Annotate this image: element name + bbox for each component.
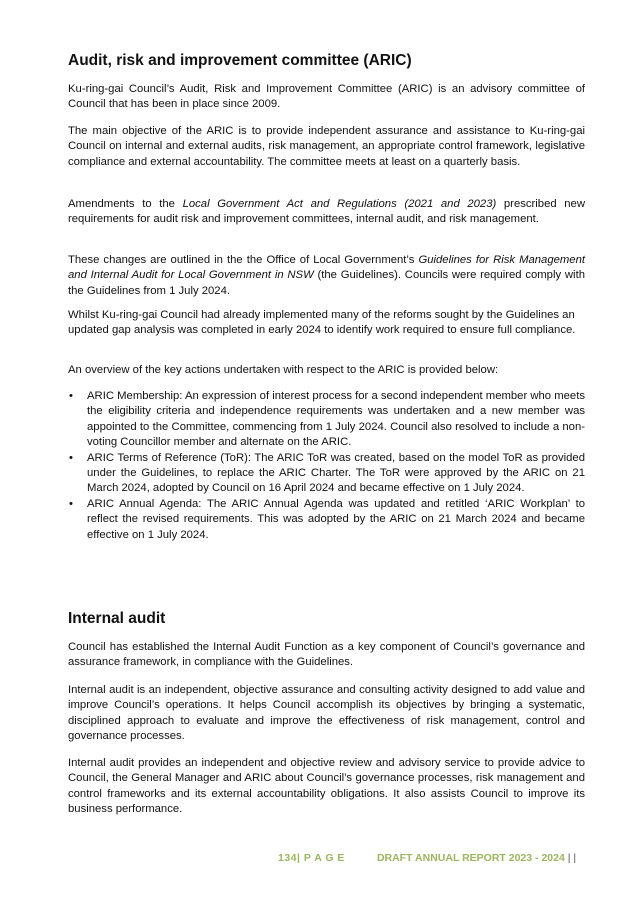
aric-intro-paragraph: Ku-ring-gai Council’s Audit, Risk and Improvement Committee (ARIC) is an advisory committee of Council that has been in place since 2009. bbox=[68, 83, 585, 111]
amendments-text-a: Amendments to the bbox=[68, 198, 183, 210]
aric-gap-analysis-paragraph: Whilst Ku-ring-gai Council had already implemented many of the reforms sought by the Guidelines an updated gap analysis was completed in early 2024 to identify work required to ensure full compliance. bbox=[68, 309, 576, 337]
bullet-icon: • bbox=[69, 451, 73, 464]
list-item-text: ARIC Annual Agenda: The ARIC Annual Agenda was updated and retitled ‘ARIC Workplan’ to reflect the revised requirements. This was adopted by the ARIC on 21 March 2024 and became effective on 1 July 2024. bbox=[87, 497, 585, 541]
internal-audit-service-paragraph: Internal audit provides an independent and objective review and advisory service to provide advice to Council, the General Manager and ARIC about Council’s governance processes, risk management and control frameworks and its external accountability obligations. It also assists Council to improve its business performance. bbox=[68, 757, 585, 816]
bullet-icon: • bbox=[69, 497, 73, 510]
internal-audit-intro-paragraph: Council has established the Internal Audit Function as a key component of Council’s governance and assurance framework, in compliance with the Guidelines. bbox=[68, 641, 585, 669]
bullet-icon: • bbox=[69, 390, 73, 402]
guidelines-title: Guidelines for Risk Management and Internal Audit for Local Government in NSW bbox=[68, 254, 586, 282]
aric-guidelines-paragraph bbox=[68, 253, 585, 299]
list-item bbox=[68, 389, 585, 451]
internal-audit-definition-paragraph: Internal audit is an independent, objective assurance and consulting activity designed to add value and improve Council’s operations. It helps Council accomplish its objectives by bringing a systematic, disciplined approach to evaluate and improve the effectiveness of risk management, control and governance processes. bbox=[68, 684, 585, 743]
page-footer bbox=[278, 852, 576, 864]
section-heading-aric: Audit, risk and improvement committee (ARIC) bbox=[68, 52, 412, 69]
list-item-text: ARIC Membership: An expression of interest process for a second independent member who meets the eligibility criteria and independence requirements was undertaken and a new member was appointed to the Committee, commencing from 1 July 2024. Council also resolved to include a non-voting Councillor member and alternate on the ARIC. bbox=[87, 390, 585, 449]
footer-page-number-group bbox=[278, 852, 345, 864]
list-item-text: ARIC Terms of Reference (ToR): The ARIC ToR was created, based on the model ToR as provided under the Guidelines, to replace the ARIC Charter. The ToR were approved by the ARIC on 21 March 2024, adopted by Council on 16 April 2024 and became effective on 1 July 2024. bbox=[87, 451, 585, 495]
amendments-text-b: prescribed new requirements for audit risk and improvement committees, internal audit, and risk management. bbox=[68, 198, 586, 226]
guidelines-text-a: These changes are outlined in the the Office of Local Government’s bbox=[68, 254, 419, 266]
list-item bbox=[68, 451, 585, 497]
footer-page-label: | P A G E bbox=[297, 852, 345, 864]
footer-report-title: DRAFT ANNUAL REPORT 2023 - 2024 bbox=[376, 852, 565, 864]
footer-page-number: 134 bbox=[278, 852, 298, 864]
amendments-act-title: Local Government Act and Regulations (2021 and 2023) bbox=[182, 198, 497, 210]
aric-overview-paragraph: An overview of the key actions undertaken with respect to the ARIC is provided below: bbox=[68, 364, 499, 376]
aric-amendments-paragraph bbox=[68, 197, 585, 228]
list-item bbox=[68, 497, 585, 543]
aric-objective-paragraph: The main objective of the ARIC is to provide independent assurance and assistance to Ku-ring-gai Council on internal and external audits, risk management, an appropriate control framework, legislative compliance and external accountability. The committee meets at least on a quarterly basis. bbox=[68, 125, 585, 168]
guidelines-text-b: (the Guidelines). Councils were required comply with the Guidelines from 1 July 2024. bbox=[68, 269, 585, 297]
section-heading-internal-audit: Internal audit bbox=[68, 610, 166, 627]
footer-trailing-separator: | | bbox=[567, 852, 577, 864]
aric-actions-list bbox=[68, 389, 585, 543]
